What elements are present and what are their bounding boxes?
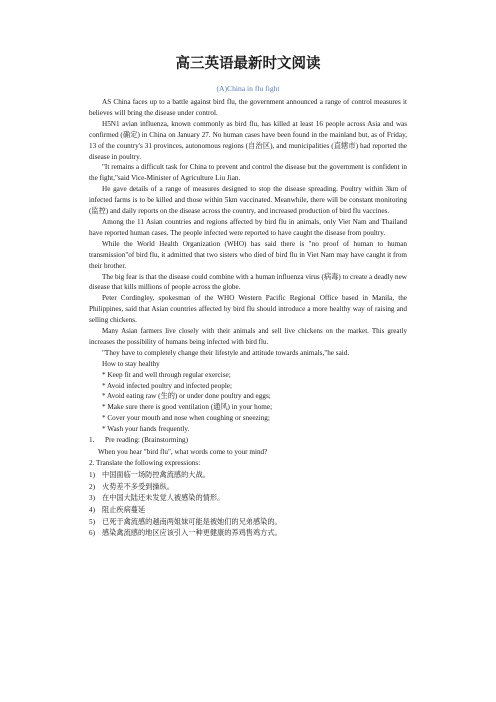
question-2-label: 2. Translate the following expressions:	[89, 459, 201, 468]
list-item: * Wash your hands frequently.	[102, 425, 190, 434]
paragraph-2: H5N1 avian influenza, known commonly as bird flu, has killed at least 16 people across Asia and was confirmed (确定) in China on January 27. No human cases have been found in the mainland but, as of Friday, 13 of the country's 31 provinces, autonomous regions (自治区), and municipalities (直辖市) had reported the disease in poultry.	[89, 119, 407, 161]
paragraph-4: He gave details of a range of measures designed to stop the disease spreading. Poultry within 3km of infected farms is to be killed and those within 5km vaccinated. Meanwhile, there will be constant monitoring (监控) and daily reports on the disease across the country, and increased production of bird flu vaccines.	[89, 185, 407, 216]
page-title: 高三英语最新时文阅读	[175, 56, 321, 72]
question-1-number: 1.	[89, 436, 95, 445]
paragraph-5: Among the 11 Asian countries and regions affected by bird flu in animals, only Viet Nam and Thailand have reported human cases. The people infected were reported to have caught the disease from poultry.	[89, 217, 407, 237]
paragraph-6: While the World Health Organization (WHO) has said there is "no proof of human to human transmission"of bird flu, it admitted that two sisters who died of bird flu in Viet Nam may have caught it from their brother.	[89, 239, 407, 270]
paragraph-9: Many Asian farmers live closely with their animals and sell live chickens on the market. This greatly increases the possibility of humans being infected with bird flu.	[89, 327, 407, 346]
question-1-label: Pre reading: (Brainstorming)	[105, 436, 189, 445]
paragraph-7: The big fear is that the disease could combine with a human influenza virus (病毒) to create a deadly new disease that kills millions of people across the globe.	[89, 272, 407, 292]
article-subtitle: (A)China in flu fight	[216, 84, 280, 93]
list-item: * Keep fit and well through regular exercise;	[102, 370, 231, 379]
question-1	[89, 435, 407, 458]
question-2	[89, 458, 407, 540]
paragraph-3: "It remains a difficult task for China to prevent and control the disease but the government is confident in the fight,"said Vice-Minister of Agriculture Liu Jian.	[89, 163, 407, 183]
healthy-tips-list	[89, 359, 407, 435]
translation-item: 3) 在中国大陆还未发觉人被感染的情形。	[89, 494, 225, 503]
paragraph-1: AS China faces up to a battle against bird flu, the government announced a range of control measures it believes will bring the disease under control.	[89, 98, 407, 117]
translation-item: 2) 火势差不多受到操纵。	[89, 482, 174, 491]
list-item: * Cover your mouth and nose when coughing or sneezing;	[102, 414, 270, 423]
paragraph-8: Peter Cordingley, spokesman of the WHO Western Pacific Regional Office based in Manila, the Philippines, said that Asian countries affected by bird flu should introduce a more healthy way of raising and selling chickens.	[89, 294, 407, 325]
list-item: * Avoid eating raw (生的) or under done poultry and eggs;	[102, 392, 271, 401]
translation-item: 1) 中国面临一场防控禽流感的大战。	[89, 470, 210, 479]
list-item: * Make sure there is good ventilation (通风) in your home;	[102, 403, 273, 412]
list-item: * Avoid infected poultry and infected people;	[102, 381, 232, 390]
translation-item: 5) 已死于禽流感的越南两姐妹可能是被她们的兄弟感染的。	[89, 517, 282, 526]
paragraph-10: "They have to completely change their lifestyle and attitude towards animals,"he said.	[102, 348, 350, 357]
question-1-prompt: When you hear "bird flu", what words come to your mind?	[98, 447, 268, 456]
translation-item: 4) 阻止疾病蔓延	[89, 505, 146, 514]
list-item: How to stay healthy	[102, 359, 160, 368]
translation-item: 6) 感染禽流感的地区应该引入一种更健康的养鸡售鸡方式。	[89, 529, 282, 538]
